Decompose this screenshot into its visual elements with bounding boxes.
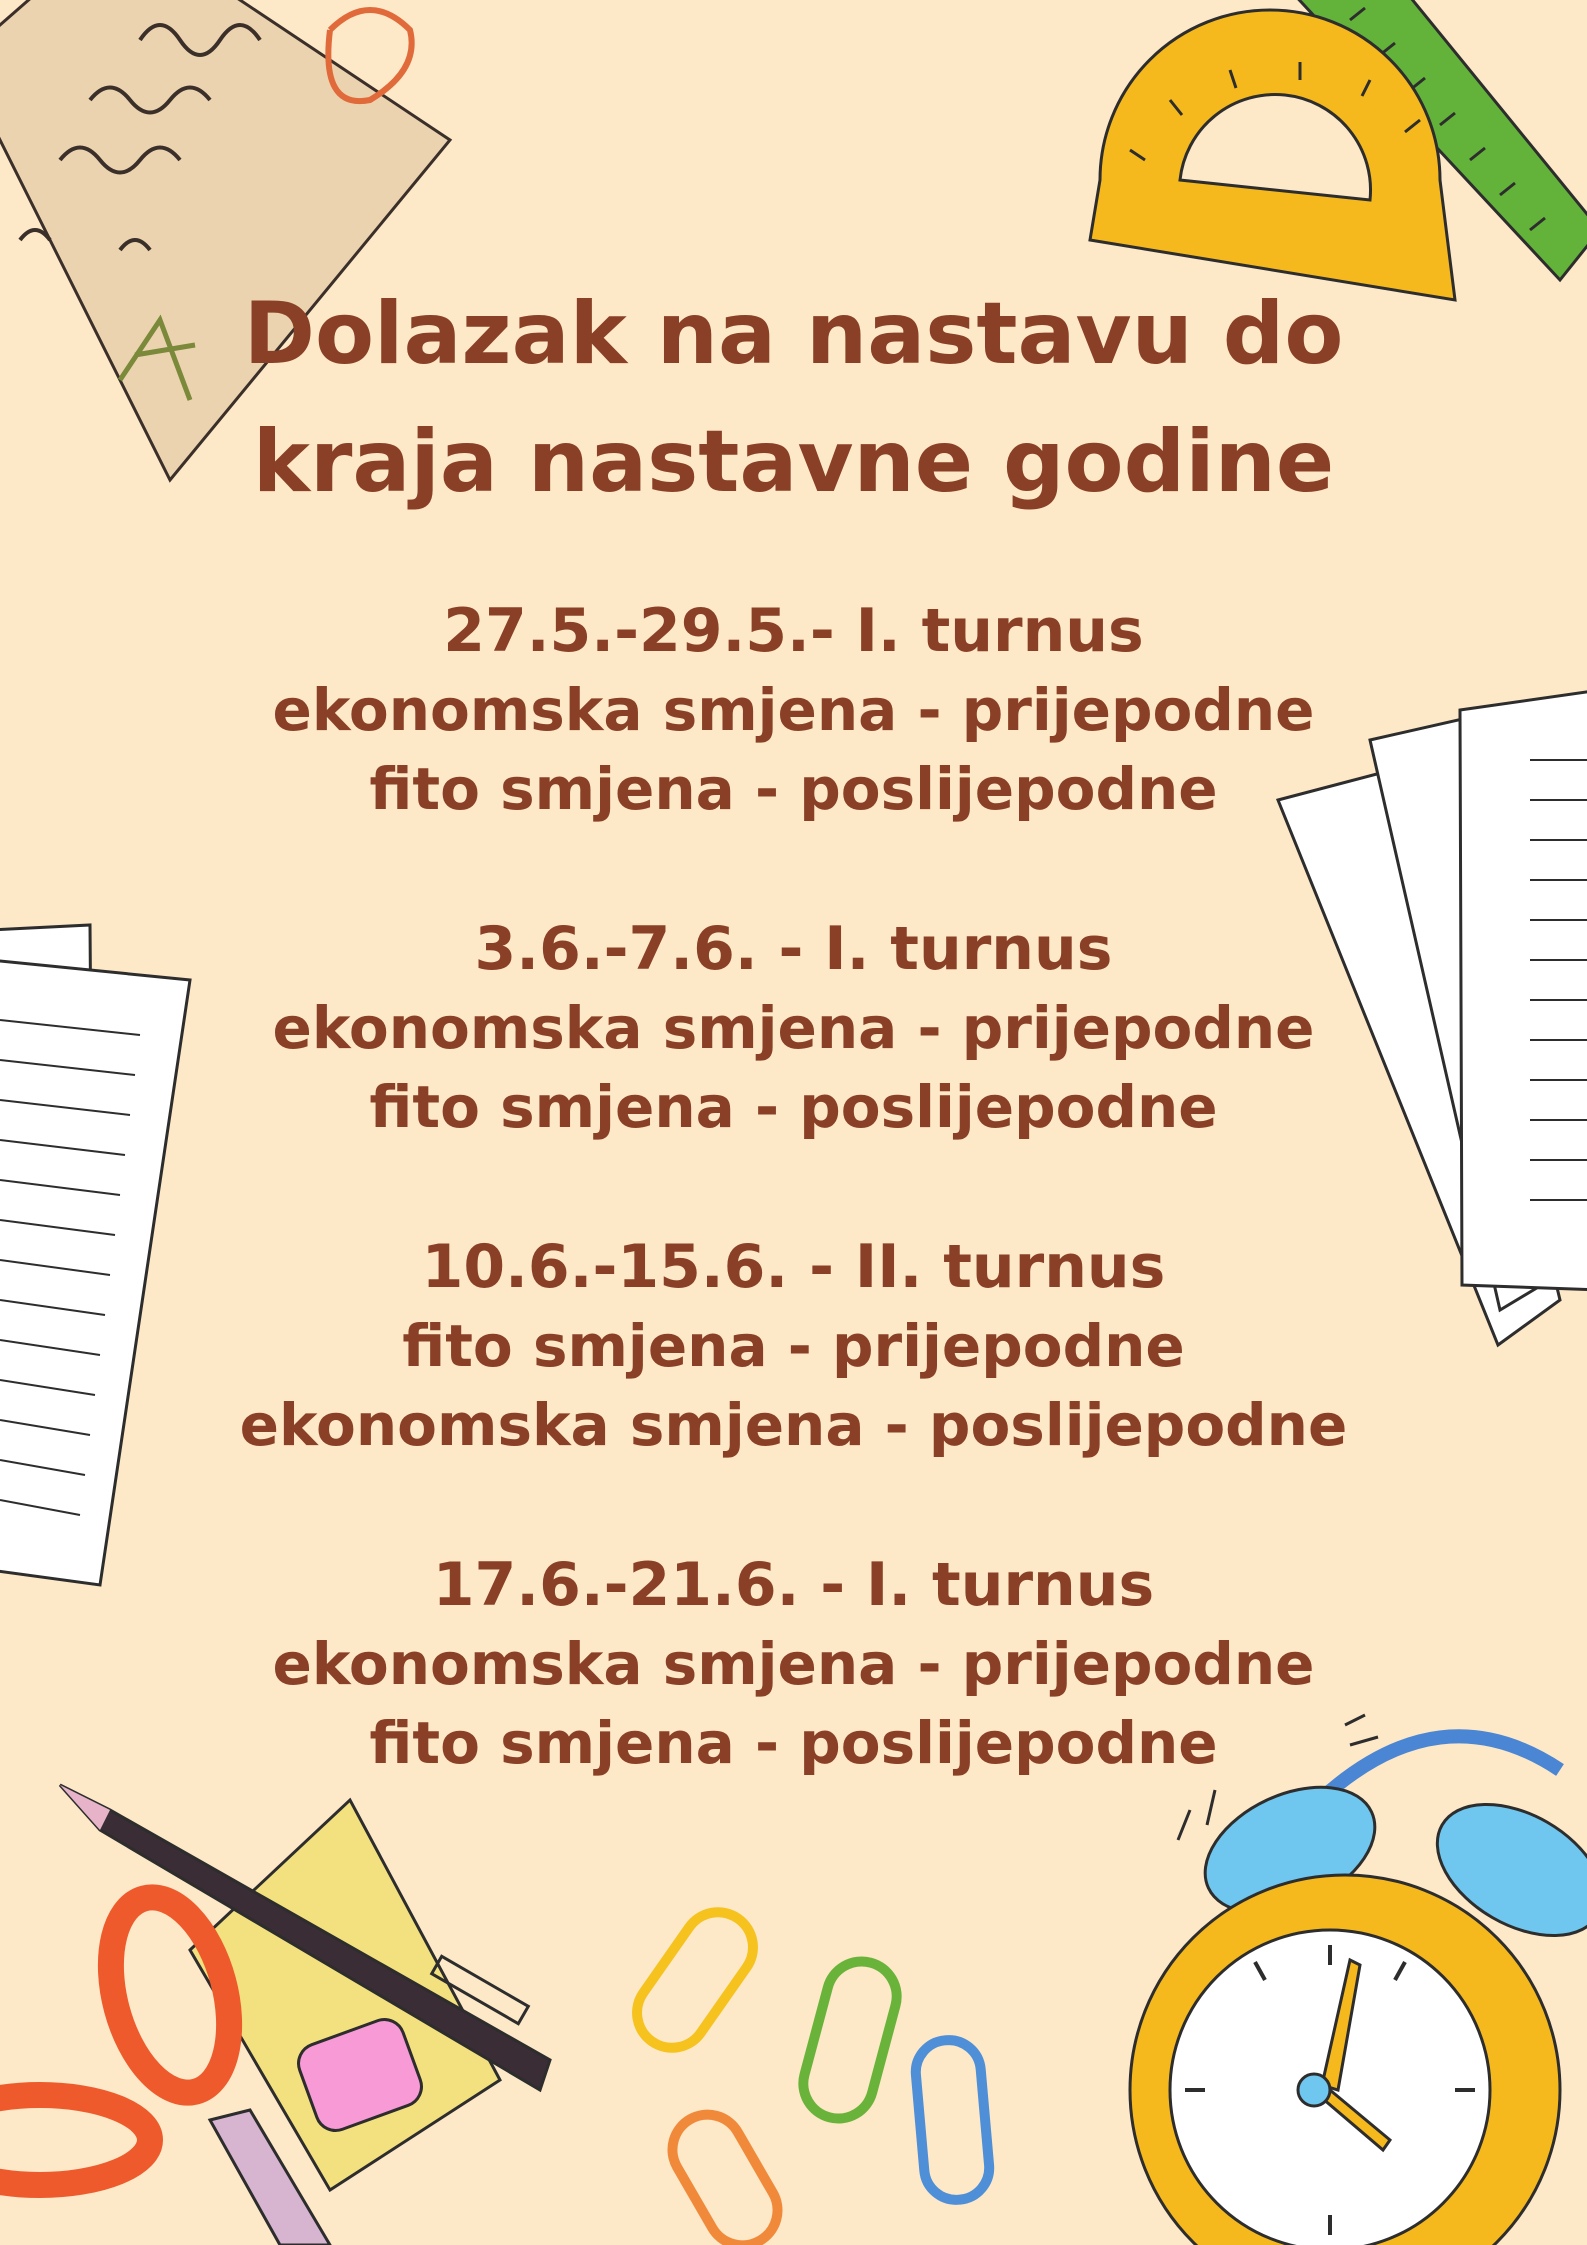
- schedule-period: 3.6.-7.6. - I. turnus: [474, 914, 1113, 984]
- poster-title: [0, 270, 1587, 526]
- schedule-block-3: [0, 1228, 1587, 1546]
- schedule-block-1: [0, 592, 1587, 910]
- schedule-shift: fito smjena - poslijepodne: [369, 1709, 1218, 1777]
- schedule-block-2: [0, 910, 1587, 1228]
- schedule-period: 17.6.-21.6. - I. turnus: [432, 1550, 1155, 1620]
- schedule-shift: ekonomska smjena - prijepodne: [272, 676, 1315, 744]
- schedule-period: 27.5.-29.5.- I. turnus: [443, 596, 1144, 666]
- schedule-shift: ekonomska smjena - prijepodne: [272, 1630, 1315, 1698]
- schedule-shift: ekonomska smjena - poslijepodne: [239, 1391, 1348, 1459]
- paperclip-icon: [623, 1898, 992, 2245]
- schedule-shift: ekonomska smjena - prijepodne: [272, 994, 1315, 1062]
- schedule-period: 10.6.-15.6. - II. turnus: [421, 1232, 1166, 1302]
- schedule-shift: fito smjena - poslijepodne: [369, 755, 1218, 823]
- title-line-1: Dolazak na nastavu do: [243, 284, 1344, 384]
- schedule: [0, 592, 1587, 1864]
- schedule-shift: fito smjena - poslijepodne: [369, 1073, 1218, 1141]
- schedule-shift: fito smjena - prijepodne: [402, 1312, 1185, 1380]
- title-line-2: kraja nastavne godine: [252, 412, 1335, 512]
- schedule-block-4: [0, 1546, 1587, 1864]
